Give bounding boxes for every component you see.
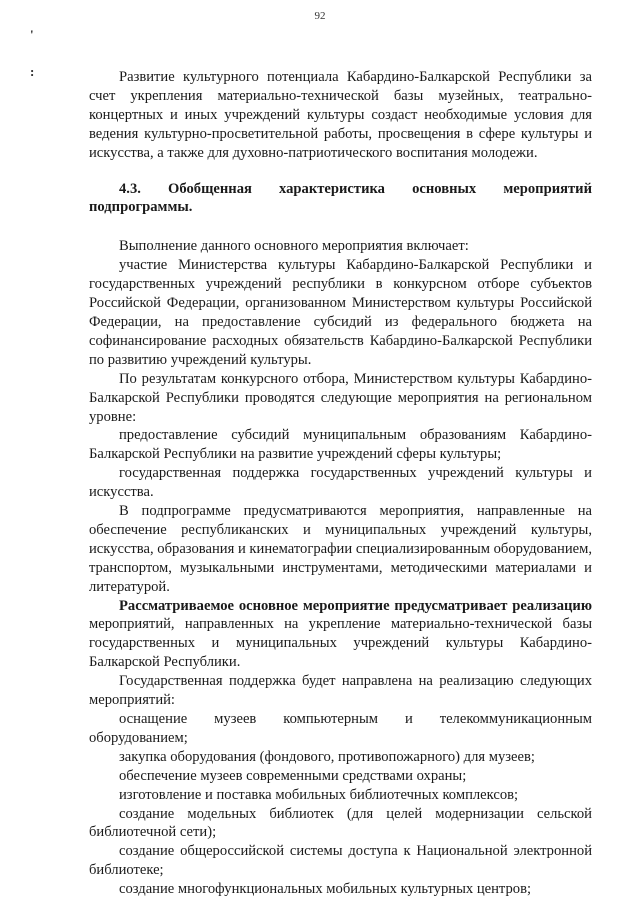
paragraph: государственная поддержка государственных учреждений культуры и искусства. [89,465,592,501]
paragraph [89,597,592,673]
list-item: оснащение музеев компьютерным и телекоммуникационным оборудованием; [89,711,592,746]
paragraph: участие Министерства культуры Кабардино-Балкарской Республики и государственных учреждений республики в конкурсном отборе субъектов Российской Федерации, организованном Министерством культуры Российской Федерации, на предоставление субсидий из федерального бюджета на софинансирование расходных обязательств Кабардино-Балкарской Республики по развитию учреждений культуры. [89,257,592,368]
paragraph: Выполнение данного основного мероприятия включает: [119,238,469,255]
paragraph: По результатам конкурсного отбора, Министерством культуры Кабардино-Балкарской Республики проводятся следующие мероприятия на региональном уровне: [89,370,592,425]
page-number: 92 [314,10,326,22]
document-body [89,68,592,899]
bold-phrase: Рассматриваемое основное мероприятие предусматривает реализацию [119,597,592,614]
list-item: создание модельных библиотек (для целей модернизации сельской библиотечной сети); [89,805,592,841]
paragraph: Развитие культурного потенциала Кабардино-Балкарской Республики за счет укрепления материально-технической базы музейных, театрально-концертных и иных учреждений культуры создаст необходимые условия для ведения культурно-просветительной работы, просвещения в сфере культуры и искусства, а также для духовно-патриотического воспитания молодежи. [89,69,592,161]
paragraph: В подпрограмме предусматриваются мероприятия, направленные на обеспечение республиканских и муниципальных учреждений культуры, искусства, образования и кинематографии специализированным оборудованием, транспортом, музыкальными инструментами, методическими материалами и литературой. [89,503,592,595]
section-heading: 4.3. Обобщенная характеристика основных мероприятий подпрограммы. [89,180,592,216]
margin-mark: ' [30,27,34,42]
list-item: обеспечение музеев современными средствами охраны; [119,767,467,784]
paragraph: Государственная поддержка будет направлена на реализацию следующих мероприятий: [89,673,592,709]
list-item: изготовление и поставка мобильных библиотечных комплексов; [119,786,519,803]
paragraph: предоставление субсидий муниципальным образованиям Кабардино-Балкарской Республики на развитие учреждений сферы культуры; [89,427,592,463]
list-item: создание многофункциональных мобильных культурных центров; [119,881,532,898]
margin-mark: : [30,64,35,79]
list-item: создание общероссийской системы доступа к Национальной электронной библиотеке; [89,843,592,879]
list-item: закупка оборудования (фондового, противопожарного) для музеев; [119,748,535,765]
paragraph-text: мероприятий, направленных на укрепление материально-технической базы государственных и муниципальных учреждений культуры Кабардино-Балкарской Республики. [89,616,592,671]
